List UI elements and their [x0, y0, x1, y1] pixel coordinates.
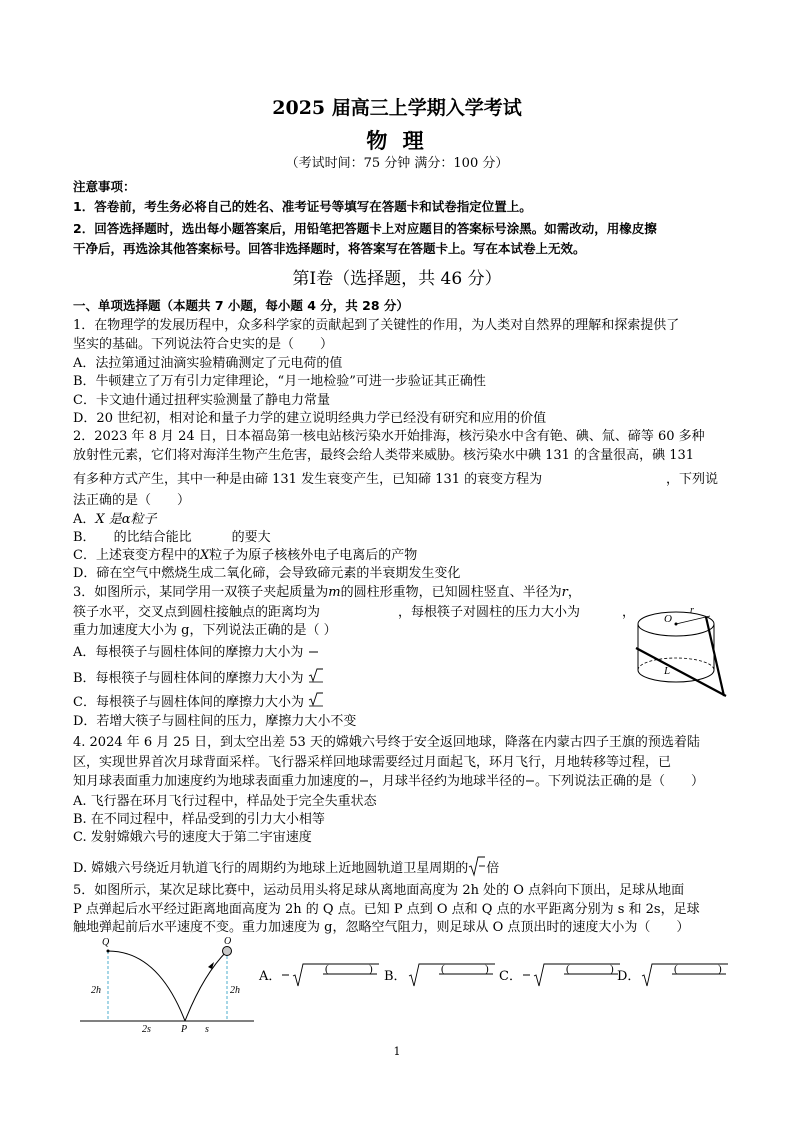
svg-text:): ) [718, 963, 723, 975]
q2-option-a-label: A． [73, 512, 96, 527]
sqrt-paren-expression [281, 962, 381, 988]
q2-option-b-text: 的要大 [231, 530, 271, 545]
q2-option-b-label: B． [73, 530, 96, 545]
q1-stem-line: 坚实的基础。下列说法符合史实的是（ ） [73, 337, 334, 352]
q2-option-c-x: X [199, 548, 210, 563]
q4-stem-text: 知月球表面重力加速度约为地球表面重力加速度的 [73, 774, 360, 789]
q3-option-d: D．若增大筷子与圆柱间的压力，摩擦力大小不变 [73, 714, 357, 729]
label-r: r [690, 605, 694, 616]
label-2h-left: 2h [91, 985, 101, 996]
q3-stem-line: ， [622, 605, 636, 620]
q5-option-a [259, 962, 381, 988]
fraction-symbol [359, 774, 369, 786]
svg-text:(: ( [440, 963, 445, 975]
q2-option-c-text: C．上述衰变方程中的 [73, 548, 200, 563]
q2-option-b [73, 529, 271, 546]
q5-option-c [499, 962, 622, 988]
q4-option-b: B. 在不同过程中，样品受到的引力大小相等 [73, 812, 325, 827]
q4-option-d [73, 855, 499, 877]
label-q: Q [102, 937, 110, 948]
q3-option-c-text: C．每根筷子与圆柱体间的摩擦力大小为 [73, 695, 304, 710]
label-2h-right: 2h [230, 985, 240, 996]
q3-stem-line: 筷子水平，交叉点到圆柱接触点的距离均为 [73, 605, 321, 620]
sqrt-symbol [308, 667, 324, 683]
center-dot [675, 623, 678, 626]
q3-stem-text: 3．如图所示，某同学用一双筷子夹起质量为 [73, 585, 329, 600]
football [223, 947, 232, 956]
q4-stem-line: 4. 2024 年 6 月 25 日，到太空出差 53 天的嫦娥六号终于安全返回地球，降落在内蒙古四子王旗的预选着陆 [73, 735, 700, 750]
q4-option-a: A. 飞行器在环月飞行过程中，样品处于完全失重状态 [73, 794, 377, 809]
q3-option-a-text: A．每根筷子与圆柱体间的摩擦力大小为 [73, 645, 304, 660]
notice-item: 1．答卷前，考生务必将自己的姓名、准考证号等填写在答题卡和试卷指定位置上。 [73, 199, 532, 214]
sqrt-paren-expression [522, 962, 622, 988]
q3-stem-line: ，每根筷子对圆柱的压力大小为 [398, 605, 581, 620]
q3-stem-m: m [328, 585, 341, 600]
label-l: L [664, 665, 671, 677]
q5-option-c-label: C． [499, 969, 522, 984]
q1-stem-line: 1．在物理学的发展历程中，众多科学家的贡献起到了关键性的作用，为人类对自然界的理解和探索提供了 [73, 318, 680, 333]
label-p: P [181, 1024, 188, 1035]
q2-option-b-text: 的比结合能比 [113, 530, 192, 545]
q3-option-c [73, 691, 324, 711]
q3-stem-line: 重力加速度大小为 g，下列说法正确的是（ ） [73, 623, 337, 638]
svg-text:): ) [369, 963, 374, 975]
point-q [107, 950, 110, 953]
fraction-symbol [308, 644, 320, 658]
notice-heading: 注意事项： [73, 179, 136, 194]
q5-option-d-label: D． [617, 969, 641, 984]
radius-line [676, 616, 710, 624]
q3-option-b [73, 667, 324, 687]
q3-stem-text: ， [567, 585, 581, 600]
q4-stem-text: ，月球半径约为地球半径的 [369, 774, 526, 789]
q4-stem-text: 。下列说法正确的是（ ） [535, 774, 705, 789]
svg-text:(: ( [565, 963, 570, 975]
sqrt-paren-expression [640, 962, 730, 988]
trajectory-right [185, 951, 227, 1021]
sqrt-symbol [308, 691, 324, 707]
svg-text:): ) [609, 963, 614, 975]
exam-title: 2025 届高三上学期入学考试 [272, 97, 522, 119]
sqrt-fraction-symbol [468, 855, 486, 877]
part1-title: 第Ⅰ卷（选择题，共 46 分） [292, 269, 502, 289]
page-number: 1 [393, 1045, 401, 1058]
label-o: O [224, 936, 232, 947]
q1-option-a: A．法拉第通过油滴实验精确测定了元电荷的值 [73, 356, 343, 371]
q2-option-c-text: 粒子为原子核核外电子电离后的产物 [209, 548, 418, 563]
q1-option-b: B．牛顿建立了万有引力定律理论，“月一地检验”可进一步验证其正确性 [73, 374, 486, 389]
svg-text:): ) [484, 963, 489, 975]
q2-stem-line: 放射性元素，它们将对海洋生物产生危害，最终会给人类带来威胁。核污染水中碘 131 的含量很高，碘 131 [73, 448, 695, 463]
exam-info: （考试时间：75 分钟 满分：100 分） [285, 156, 509, 171]
q4-option-d-text: D. 嫦娥六号绕近月轨道飞行的周期约为地球上近地圆轨道卫星周期的 [73, 861, 469, 876]
q4-option-c: C. 发射嫦娥六号的速度大于第二宇宙速度 [73, 830, 312, 845]
q1-option-d: D．20 世纪初，相对论和量子力学的建立说明经典力学已经没有研究和应用的价值 [73, 411, 547, 426]
q4-stem-line: 区，实现世界首次月球背面采样。飞行器采样回地球需要经过月面起飞，环月飞行，月地转移等过程，已 [73, 755, 672, 770]
label-2s: 2s [142, 1024, 151, 1035]
q5-stem-line: 触地弹起前后水平速度不变。重力加速度为 g，忽略空气阻力，则足球从 O 点顶出时的速度大小为（ ） [73, 920, 690, 935]
q2-option-c [73, 547, 417, 564]
q5-stem-line: 5．如图所示，某次足球比赛中，运动员用头将足球从离地面高度为 2h 处的 O 点斜向下顶出，足球从地面 [73, 883, 685, 898]
q5-option-b-label: B． [384, 969, 407, 984]
q3-stem-r: r [561, 585, 568, 600]
q2-stem-line: 2．2023 年 8 月 24 日，日本福岛第一核电站核污染水开始排海，核污染水中含有铯、碘、氚、碲等 60 多种 [73, 429, 705, 444]
q2-option-a-alpha: α粒子 [121, 512, 157, 527]
svg-text:(: ( [674, 963, 679, 975]
q2-option-d: D．碲在空气中燃烧生成二氧化碲，会导致碲元素的半衰期发生变化 [73, 566, 461, 581]
section1-title: 一、单项选择题（本题共 7 小题，每小题 4 分，共 28 分） [73, 298, 409, 313]
q1-option-c: C．卡文迪什通过扭秤实验测量了静电力常量 [73, 393, 330, 408]
notice-item: 干净后，再选涂其他答案标号。回答非选择题时，将答案写在答题卡上。写在本试卷上无效。 [73, 241, 586, 256]
cylinder-bottom [638, 670, 714, 682]
q3-option-a [73, 644, 320, 661]
q2-stem-line: ，下列说 [666, 472, 719, 487]
trajectory-left [108, 951, 185, 1021]
q2-option-a-x: X 是 [95, 512, 122, 527]
q5-option-a-label: A． [259, 969, 282, 984]
q2-option-a [73, 511, 157, 528]
chopstick [636, 648, 726, 696]
chopstick [706, 617, 724, 696]
q3-figure-cylinder [632, 592, 732, 702]
q2-stem-line: 法正确的是（ ） [73, 493, 191, 508]
label-s: s [205, 1024, 209, 1035]
q2-stem-line: 有多种方式产生，其中一种是由碲 131 发生衰变产生，已知碲 131 的衰变方程为 [73, 472, 543, 487]
q5-stem-line: P 点弹起后水平经过距离地面高度为 2h 的 Q 点。已知 P 点到 O 点和 Q 点的水平距离分别为 s 和 2s，足球 [73, 902, 700, 917]
q3-stem-text: 的圆柱形重物，已知圆柱竖直、半径为 [340, 585, 562, 600]
label-o: O [664, 613, 672, 625]
notice-item: 2．回答选择题时，选出每小题答案后，用铅笔把答题卡上对应题目的答案标号涂黑。如需改动，用橡皮擦 [73, 221, 657, 236]
q5-figure-trajectory [78, 935, 258, 1035]
q3-stem-line [73, 584, 581, 601]
svg-text:(: ( [325, 963, 330, 975]
q4-stem-line [73, 773, 704, 790]
q5-option-d [617, 962, 730, 988]
q3-option-b-text: B．每根筷子与圆柱体间的摩擦力大小为 [73, 671, 304, 686]
subject-title: 物 理 [366, 128, 428, 153]
fraction-symbol [525, 774, 535, 786]
sqrt-paren-expression [407, 962, 497, 988]
q5-option-b [384, 962, 497, 988]
q4-option-d-text: 倍 [486, 861, 500, 876]
